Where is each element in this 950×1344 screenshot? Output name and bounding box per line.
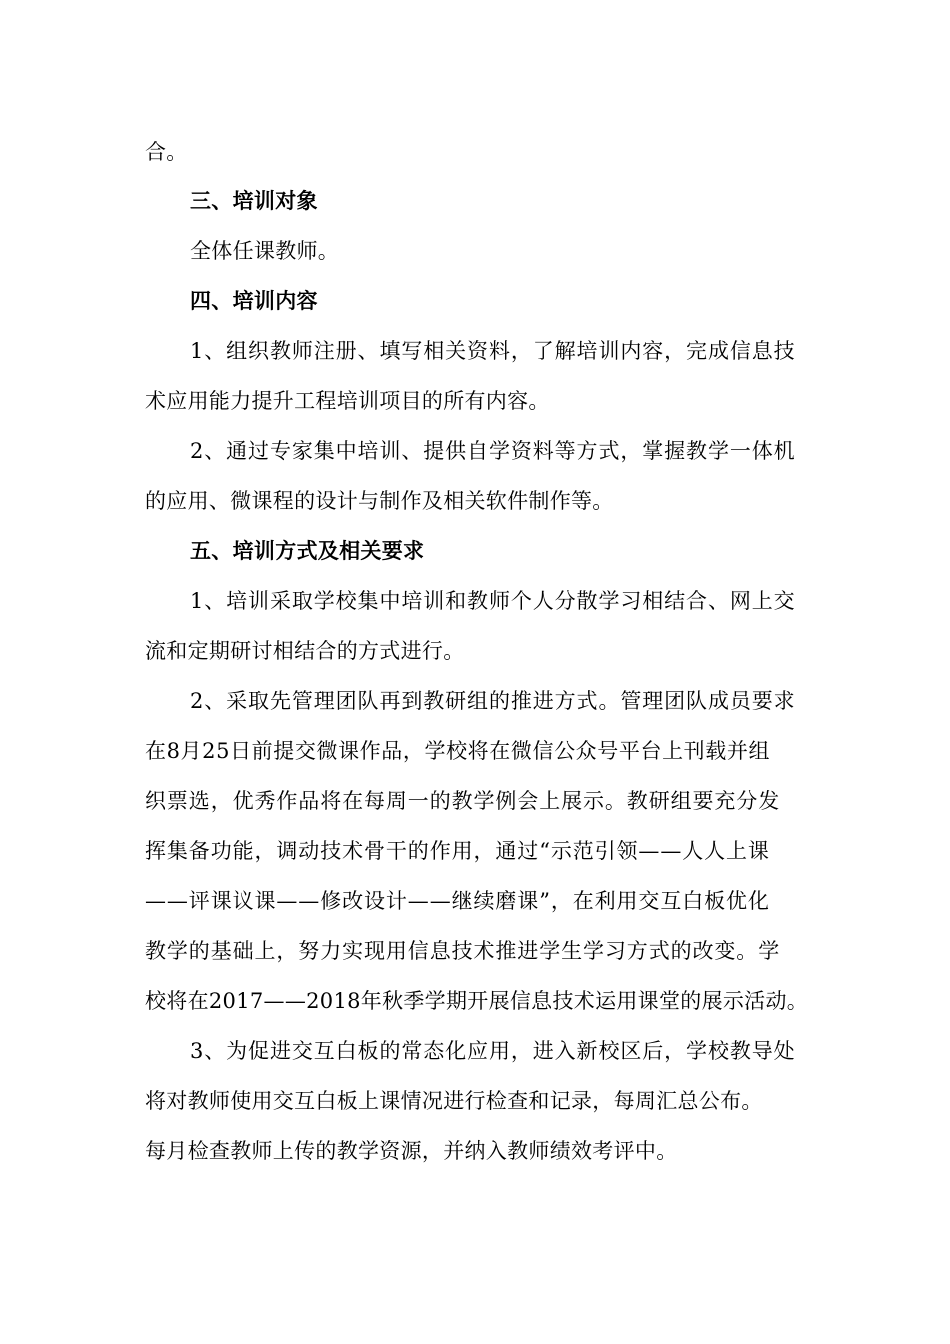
paragraph-line: 全体任课教师。 bbox=[190, 239, 340, 263]
paragraph-line: 在8月25日前提交微课作品，学校将在微信公众号平台上刊载并组 bbox=[145, 739, 771, 763]
paragraph-line: 2、采取先管理团队再到教研组的推进方式。管理团队成员要求 bbox=[190, 689, 796, 713]
paragraph-line: 1、组织教师注册、填写相关资料，了解培训内容，完成信息技 bbox=[190, 339, 796, 363]
paragraph-line: 每月检查教师上传的教学资源，并纳入教师绩效考评中。 bbox=[145, 1139, 678, 1163]
paragraph-line: 1、培训采取学校集中培训和教师个人分散学习相结合、网上交 bbox=[190, 589, 796, 613]
paragraph-line: ——评课议课——修改设计——继续磨课”，在利用交互白板优化 bbox=[145, 889, 770, 913]
paragraph-line: 2、通过专家集中培训、提供自学资料等方式，掌握教学一体机 bbox=[190, 439, 796, 463]
paragraph-line: 术应用能力提升工程培训项目的所有内容。 bbox=[145, 389, 550, 413]
paragraph-line: 挥集备功能，调动技术骨干的作用，通过“示范引领——人人上课 bbox=[145, 839, 770, 863]
section-heading-training-content: 四、培训内容 bbox=[190, 288, 318, 313]
section-heading-training-method: 五、培训方式及相关要求 bbox=[190, 538, 425, 563]
paragraph-line: 校将在2017——2018年秋季学期开展信息技术运用课堂的展示活动。 bbox=[145, 989, 809, 1013]
section-heading-training-target: 三、培训对象 bbox=[190, 188, 318, 213]
paragraph-line: 教学的基础上，努力实现用信息技术推进学生学习方式的改变。学 bbox=[145, 939, 781, 963]
paragraph-line: 3、为促进交互白板的常态化应用，进入新校区后，学校教导处 bbox=[190, 1039, 796, 1063]
paragraph-end-line: 合。 bbox=[145, 140, 188, 164]
paragraph-line: 织票选，优秀作品将在每周一的教学例会上展示。教研组要充分发 bbox=[145, 789, 781, 813]
paragraph-line: 将对教师使用交互白板上课情况进行检查和记录，每周汇总公布。 bbox=[145, 1089, 763, 1113]
paragraph-line: 流和定期研讨相结合的方式进行。 bbox=[145, 639, 465, 663]
paragraph-line: 的应用、微课程的设计与制作及相关软件制作等。 bbox=[145, 489, 614, 513]
